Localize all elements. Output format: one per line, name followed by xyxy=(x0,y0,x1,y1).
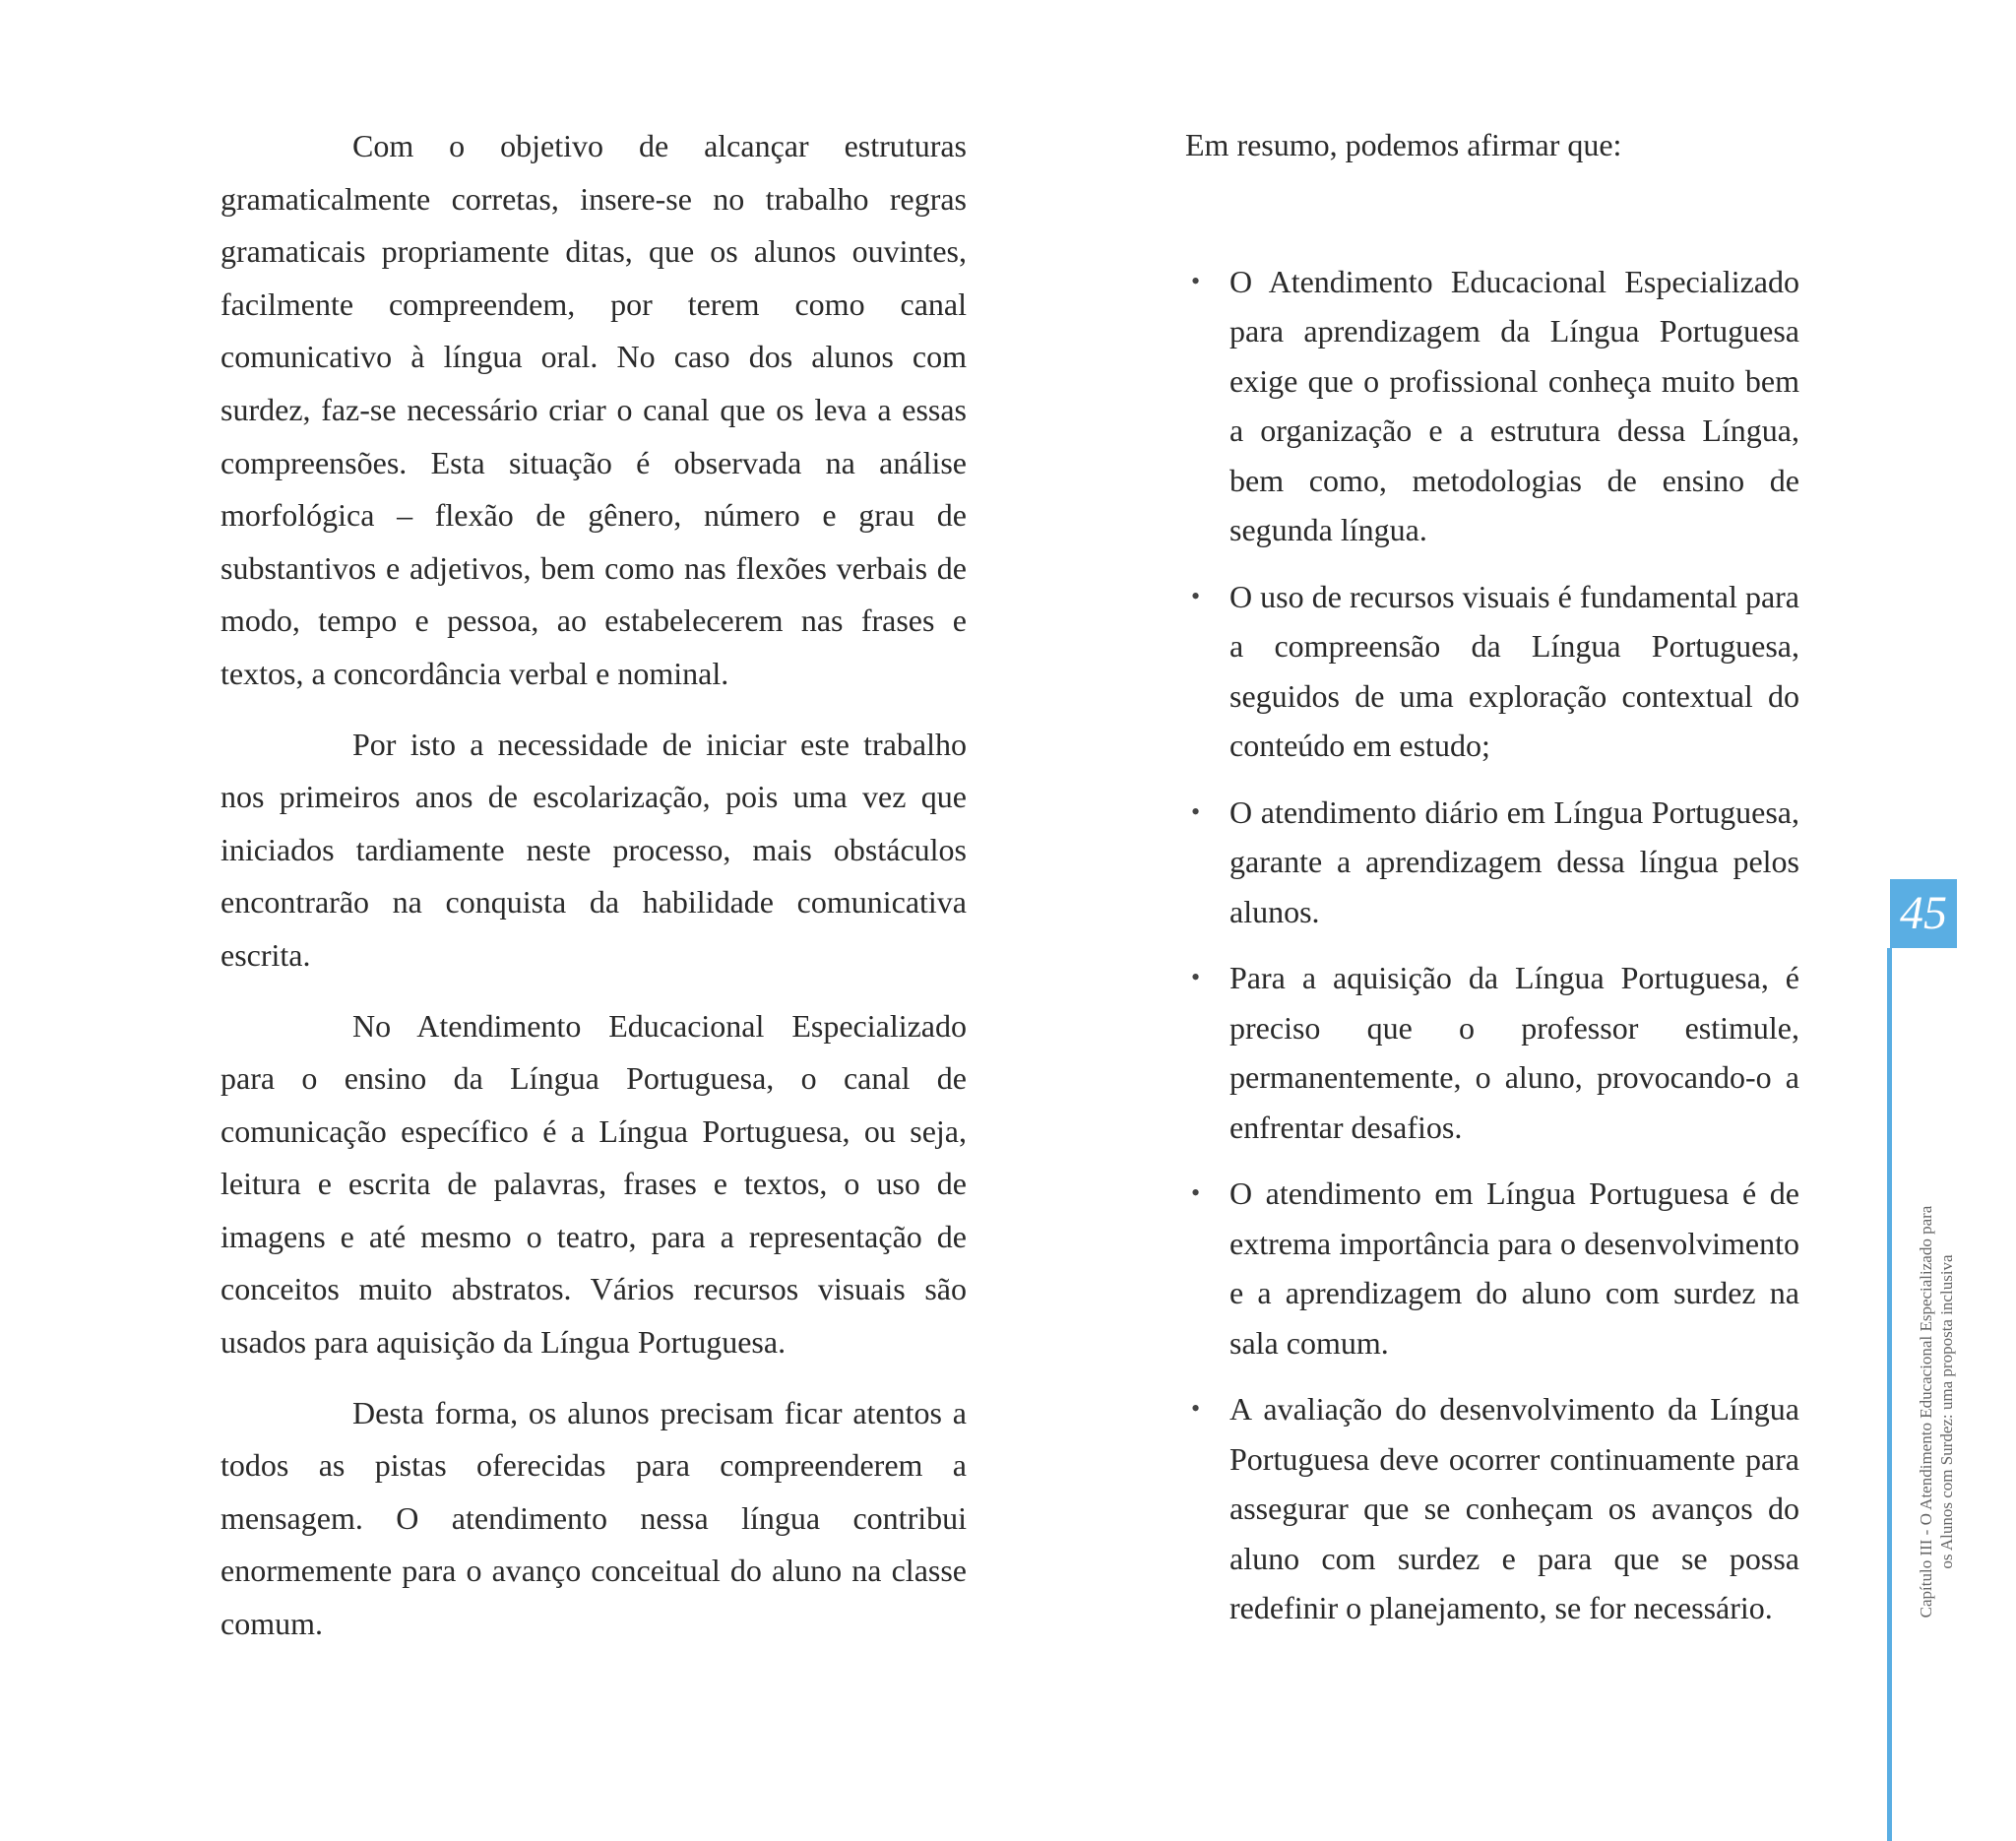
chapter-caption-line-1: Capítulo III - O Atendimento Educacional Especializado para xyxy=(1917,1205,1935,1619)
paragraph-2: Por isto a necessidade de iniciar este trabalho nos primeiros anos de escolarização, pois uma vez que iniciados tardiamente neste processo, mais obstáculos encontrarão na conquista da habilidade comunicativa escrita. xyxy=(220,726,967,973)
bullet-icon: • xyxy=(1191,1178,1201,1207)
summary-intro: Em resumo, podemos afirmar que: xyxy=(1185,127,1622,162)
list-item-text: A avaliação do desenvolvimento da Língua Portuguesa deve ocorrer continuamente para assegurar que se conheçam os avanços do aluno com surdez e para que se possa redefinir o planejamento, se for necessário. xyxy=(1229,1391,1799,1625)
list-item-text: O atendimento em Língua Portuguesa é de extrema importância para o desenvolvimento e a aprendizagem do aluno com surdez na sala comum. xyxy=(1229,1175,1799,1361)
bullet-icon: • xyxy=(1191,963,1201,991)
bullet-icon: • xyxy=(1191,266,1201,295)
page-number-badge: 45 xyxy=(1890,879,1957,948)
list-item-text: O uso de recursos visuais é fundamental para a compreensão da Língua Portuguesa, seguidos de uma exploração contextual do conteúdo em estudo; xyxy=(1229,578,1799,763)
list-item xyxy=(1185,788,1799,937)
list-item xyxy=(1185,572,1799,771)
sidebar-divider xyxy=(1887,948,1892,1841)
paragraph-4: Desta forma, os alunos precisam ficar atentos a todos as pistas oferecidas para compreenderem a mensagem. O atendimento nessa língua contribui enormemente para o avanço conceitual do aluno na classe comum. xyxy=(220,1394,967,1642)
list-item xyxy=(1185,953,1799,1152)
paragraph-1: Com o objetivo de alcançar estruturas gramaticalmente corretas, insere-se no trabalho regras gramaticais propriamente ditas, que os alunos ouvintes, facilmente compreendem, por terem como canal comunicativo à língua oral. No caso dos alunos com surdez, faz-se necessário criar o canal que os leva a essas compreensões. Esta situação é observada na análise morfológica – flexão de gênero, número e grau de substantivos e adjetivos, bem como nas flexões verbais de modo, tempo e pessoa, ao estabelecerem nas frases e textos, a concordância verbal e nominal. xyxy=(220,128,967,691)
bullet-icon: • xyxy=(1191,796,1201,826)
bullet-icon: • xyxy=(1191,1394,1201,1423)
list-item xyxy=(1185,257,1799,555)
right-column xyxy=(1185,120,1799,1650)
list-item xyxy=(1185,1384,1799,1633)
list-item-text: O Atendimento Educacional Especializado para aprendizagem da Língua Portuguesa exige que o profissional conheça muito bem a organização e a estrutura dessa Língua, bem como, metodologias de ensino de segunda língua. xyxy=(1229,263,1799,547)
list-item-text: O atendimento diário em Língua Portuguesa, garante a aprendizagem dessa língua pelos alunos. xyxy=(1229,794,1799,929)
paragraph-3: No Atendimento Educacional Especializado para o ensino da Língua Portuguesa, o canal de comunicação específico é a Língua Portuguesa, ou seja, leitura e escrita de palavras, frases e textos, o uso de imagens e até mesmo o teatro, para a representação de conceitos muito abstratos. Vários recursos visuais são usados para aquisição da Língua Portuguesa. xyxy=(220,1007,967,1361)
left-column xyxy=(220,120,967,1669)
list-item xyxy=(1185,1169,1799,1367)
list-item-text: Para a aquisição da Língua Portuguesa, é preciso que o professor estimule, permanentemente, o aluno, provocando-o a enfrentar desafios. xyxy=(1229,960,1799,1145)
chapter-caption-line-2: os Alunos com Surdez: uma proposta inclusiva xyxy=(1937,1254,1956,1569)
summary-list xyxy=(1185,257,1799,1633)
bullet-icon: • xyxy=(1191,581,1201,610)
